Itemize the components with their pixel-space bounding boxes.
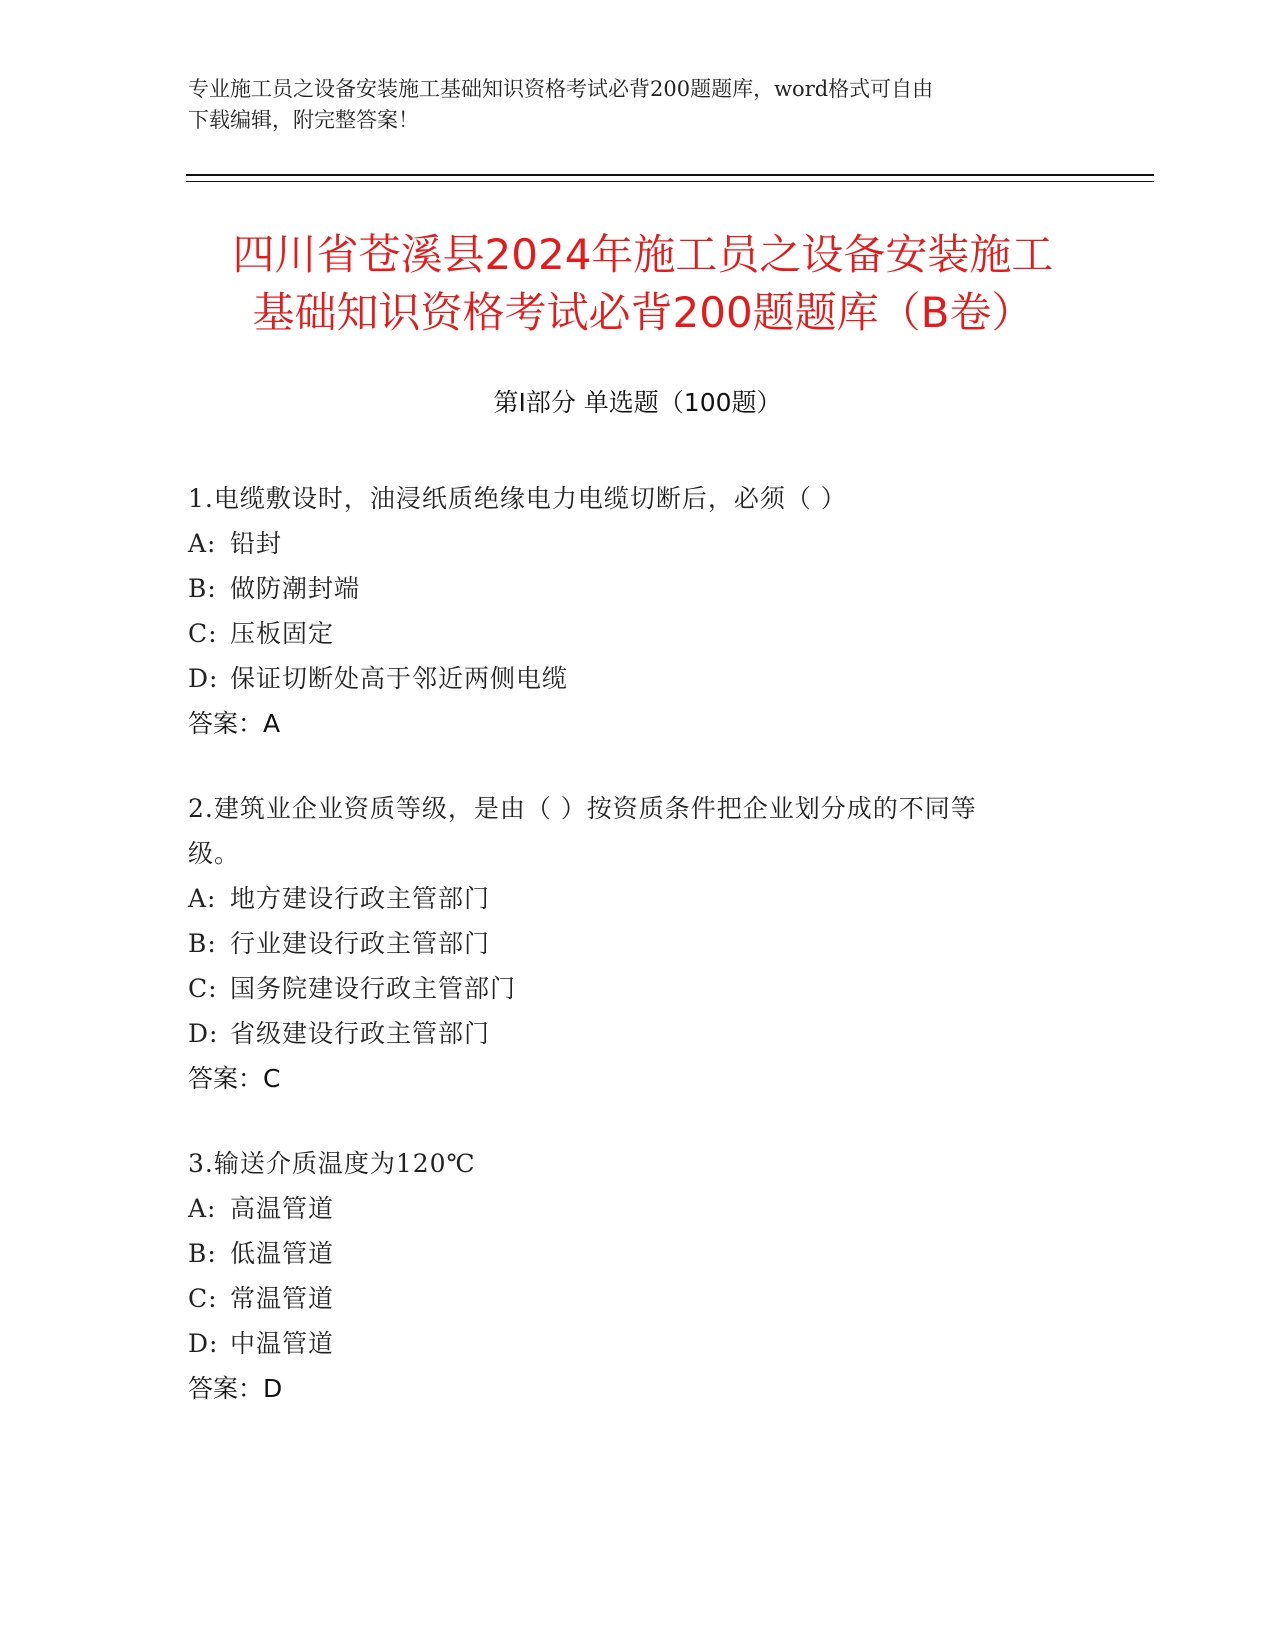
header-divider-thin (186, 181, 1154, 182)
option-label: D: (188, 1019, 219, 1048)
option-b (188, 1231, 1088, 1276)
question-2 (188, 786, 1088, 1101)
header-divider-thick (186, 174, 1154, 176)
option-c (188, 611, 1088, 656)
document-title-line-1: 四川省苍溪县2024年施工员之设备安装施工 (232, 230, 1054, 279)
option-d (188, 656, 1088, 701)
question-3 (188, 1141, 1088, 1411)
header-note (188, 74, 1068, 136)
option-a (188, 521, 1088, 566)
option-label: C: (188, 1284, 218, 1313)
option-label: D: (188, 664, 219, 693)
option-label: B: (188, 1239, 217, 1268)
option-a (188, 876, 1088, 921)
option-label: C: (188, 974, 218, 1003)
option-label: C: (188, 619, 218, 648)
answer: 答案：D (188, 1374, 283, 1403)
question-stem: 1.电缆敷设时，油浸纸质绝缘电力电缆切断后，必须（ ） (188, 484, 847, 513)
option-text: 行业建设行政主管部门 (230, 929, 491, 958)
option-label: A: (188, 1194, 217, 1223)
option-label: B: (188, 929, 217, 958)
document-title-line-2: 基础知识资格考试必背200题题库（B卷） (252, 288, 1034, 337)
question-stem: 3.输送介质温度为120℃ (188, 1149, 476, 1178)
option-b (188, 566, 1088, 611)
option-text: 做防潮封端 (230, 574, 361, 603)
question-1 (188, 476, 1088, 746)
option-text: 中温管道 (230, 1329, 335, 1358)
header-note-line-2: 下载编辑，附完整答案！ (188, 108, 419, 132)
option-text: 铅封 (230, 529, 283, 558)
option-text: 高温管道 (230, 1194, 335, 1223)
question-list (188, 476, 1088, 1451)
option-d (188, 1011, 1088, 1056)
section-title: 第Ⅰ部分 单选题（100题） (493, 388, 782, 417)
answer: 答案：A (188, 709, 281, 738)
option-label: A: (188, 884, 217, 913)
header-note-line-1: 专业施工员之设备安装施工基础知识资格考试必背200题题库，word格式可自由 (188, 77, 934, 101)
option-text: 保证切断处高于邻近两侧电缆 (230, 664, 569, 693)
option-text: 地方建设行政主管部门 (230, 884, 491, 913)
option-label: A: (188, 529, 217, 558)
option-d (188, 1321, 1088, 1366)
option-text: 压板固定 (230, 619, 335, 648)
option-text: 低温管道 (230, 1239, 335, 1268)
option-text: 国务院建设行政主管部门 (230, 974, 517, 1003)
option-text: 省级建设行政主管部门 (230, 1019, 491, 1048)
option-a (188, 1186, 1088, 1231)
option-c (188, 966, 1088, 1011)
option-label: B: (188, 574, 217, 603)
answer: 答案：C (188, 1064, 281, 1093)
option-b (188, 921, 1088, 966)
document-title (188, 226, 1098, 342)
option-c (188, 1276, 1088, 1321)
option-label: D: (188, 1329, 219, 1358)
option-text: 常温管道 (230, 1284, 335, 1313)
question-stem-continued: 级。 (188, 839, 241, 868)
question-stem: 2.建筑业企业资质等级，是由（ ）按资质条件把企业划分成的不同等 (188, 794, 977, 823)
